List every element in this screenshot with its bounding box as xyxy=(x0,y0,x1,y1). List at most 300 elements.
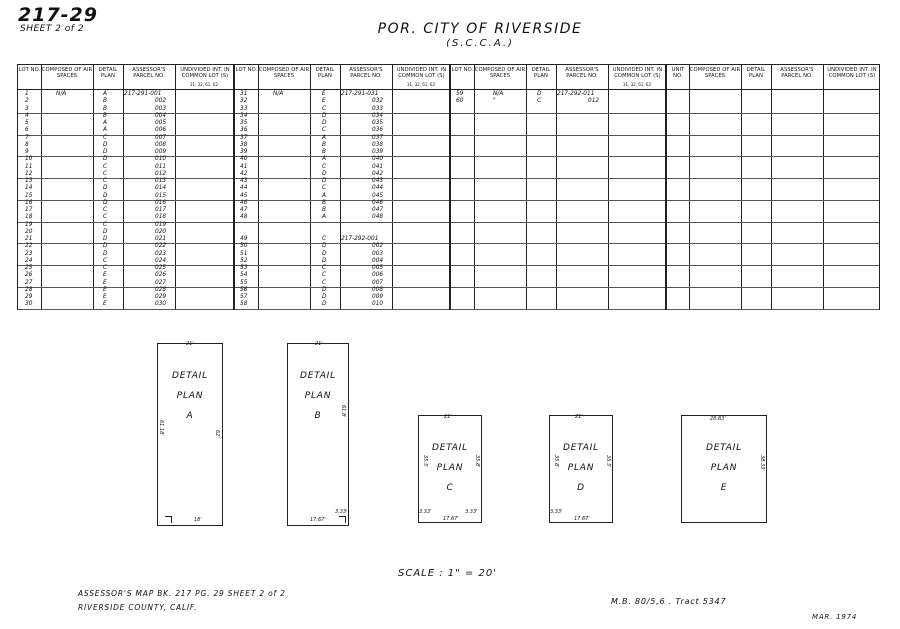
plan-c-corner-dim: 3.33' xyxy=(465,509,478,515)
table-row-rule xyxy=(667,309,879,310)
table-header-cell: DETAIL PLAN xyxy=(746,67,766,79)
detail-plan-value: C xyxy=(103,170,108,177)
table-row-rule xyxy=(451,243,665,244)
detail-plan-label: PLAN xyxy=(710,463,738,473)
parcel-number: 008 xyxy=(372,286,384,293)
plan-a-top-dim: 21' xyxy=(186,341,194,347)
lot-number: 53 xyxy=(240,265,248,271)
detail-plan-value: B xyxy=(103,105,107,112)
lot-number: 6 xyxy=(25,127,29,134)
table-row-rule xyxy=(667,156,879,157)
composed-value: N/A xyxy=(493,91,504,97)
lot-number: 38 xyxy=(240,141,248,148)
table-row-rule xyxy=(235,309,449,310)
plan-b-notch xyxy=(339,516,346,523)
detail-plan-value: E xyxy=(322,91,326,97)
parcel-number: 009 xyxy=(155,149,167,155)
common-lots-note: 31, 32, 61, 62 xyxy=(407,82,435,87)
lot-number: 12 xyxy=(25,170,33,177)
detail-plan-value: B xyxy=(322,141,326,148)
table-row-rule xyxy=(235,156,449,157)
composed-value: N/A xyxy=(273,91,284,97)
detail-plan-value: C xyxy=(322,105,327,112)
detail-plan-value: E xyxy=(322,98,326,105)
parcel-number: 040 xyxy=(372,156,384,163)
detail-plan-value: B xyxy=(103,98,107,105)
table-header-cell: UNDIVIDED INT. IN COMMON LOT (S) xyxy=(396,67,447,79)
detail-plan-label: DETAIL xyxy=(432,443,468,453)
detail-plan-e xyxy=(681,415,767,523)
parcel-number: 033 xyxy=(372,105,384,112)
lot-number: 51 xyxy=(240,250,248,257)
table-row-rule xyxy=(235,135,449,136)
lot-number: 35 xyxy=(240,120,248,126)
plan-c-bottom-dim: 17.67' xyxy=(443,516,459,522)
table-row-rule xyxy=(18,178,233,179)
table-column-line xyxy=(823,65,824,309)
table-column-line xyxy=(123,65,124,309)
detail-plan-d xyxy=(549,415,613,523)
lot-number: 47 xyxy=(240,207,248,213)
parcel-number: 026 xyxy=(155,272,167,279)
lot-number: 16 xyxy=(25,199,33,206)
lot-number: 17 xyxy=(25,207,33,213)
detail-plan-value: E xyxy=(103,294,107,300)
lot-number: 40 xyxy=(240,156,248,163)
parcel-number: 023 xyxy=(155,250,167,257)
detail-plan-value: C xyxy=(322,265,327,271)
detail-plan-letter: B xyxy=(314,411,322,421)
county-label: RIVERSIDE COUNTY, CALIF. xyxy=(78,603,198,612)
lot-number: 18 xyxy=(25,214,33,221)
plan-a-bottom-dim: 18' xyxy=(194,517,202,523)
detail-plan-value: C xyxy=(322,185,327,192)
parcel-number: 217-291-031 xyxy=(341,91,379,97)
detail-plan-value: A xyxy=(322,134,326,141)
parcel-number: 045 xyxy=(372,192,384,199)
detail-plan-value: A xyxy=(322,192,326,199)
plan-b-bottom-dim: 17.67' xyxy=(310,517,326,523)
lot-number: 24 xyxy=(25,257,33,264)
detail-plan-value: E xyxy=(103,279,107,286)
plan-d-right-dim: 35.5' xyxy=(605,455,611,468)
page-title: POR. CITY OF RIVERSIDE xyxy=(377,21,583,37)
detail-plan-label: PLAN xyxy=(436,463,464,473)
plan-a-notch xyxy=(165,516,172,523)
parcel-number: 014 xyxy=(155,185,167,192)
common-lots-note: 31, 32, 61, 62 xyxy=(190,82,218,87)
table-row-rule xyxy=(667,243,879,244)
composed-value: " xyxy=(493,98,496,105)
parcel-number: 017 xyxy=(155,207,167,213)
detail-plan-value: D xyxy=(103,185,108,192)
table-header-cell: ASSESSOR'S PARCEL NO. xyxy=(349,67,383,79)
detail-plan-value: D xyxy=(322,294,327,300)
lot-number: 15 xyxy=(25,192,33,199)
detail-plan-value: B xyxy=(322,149,326,155)
parcel-number: 022 xyxy=(155,243,167,250)
plan-d-left-dim: 35.8' xyxy=(553,455,559,468)
detail-plan-value: D xyxy=(322,257,327,264)
detail-plan-value: A xyxy=(322,156,326,163)
table-header-cell: DETAIL PLAN xyxy=(315,67,335,79)
parcel-number: 003 xyxy=(155,105,167,112)
table-header-cell: DETAIL PLAN xyxy=(98,67,118,79)
table-row-rule xyxy=(667,200,879,201)
tract-ref: M.B. 80/5,6 . Tract 5347 xyxy=(611,597,727,606)
parcel-number: 006 xyxy=(155,127,167,134)
lot-number: 25 xyxy=(25,265,33,271)
plan-e-top-dim: 28.83' xyxy=(710,416,726,422)
lot-number: 48 xyxy=(240,214,248,221)
lot-number: 33 xyxy=(240,105,248,112)
plan-c-top-dim: 21' xyxy=(444,414,452,420)
parcel-number: 018 xyxy=(155,214,167,221)
detail-plan-label: DETAIL xyxy=(300,371,336,381)
table-row-rule xyxy=(667,222,879,223)
lot-number: 19 xyxy=(25,221,33,228)
detail-plan-value: A xyxy=(103,120,107,126)
lot-number: 13 xyxy=(25,178,33,184)
detail-plan-label: PLAN xyxy=(567,463,595,473)
lot-number: 23 xyxy=(25,250,33,257)
table-header-cell: COMPOSED OF AIR SPACES xyxy=(41,67,93,79)
detail-plan-value: C xyxy=(103,221,108,228)
plan-a-left-dim: 61.18' xyxy=(158,420,164,436)
parcel-number: 003 xyxy=(372,250,384,257)
table-row-rule xyxy=(667,113,879,114)
map-number: 217-29 xyxy=(18,4,98,26)
table-row-rule xyxy=(18,309,233,310)
table-header-cell: UNDIVIDED INT. IN COMMON LOT (S) xyxy=(612,67,663,79)
parcel-number: 016 xyxy=(155,199,167,206)
table-row-rule xyxy=(451,156,665,157)
detail-plan-value: E xyxy=(103,272,107,279)
detail-plan-value: D xyxy=(322,120,327,126)
parcel-number: 008 xyxy=(155,141,167,148)
detail-plan-b xyxy=(287,343,349,526)
lot-number: 34 xyxy=(240,112,248,119)
detail-plan-value: D xyxy=(322,301,327,308)
table-row-rule xyxy=(235,265,449,266)
lot-number: 2 xyxy=(25,98,29,105)
unit-table-block xyxy=(666,64,880,310)
lot-number: 29 xyxy=(25,294,33,300)
lot-table-block-1 xyxy=(17,64,234,310)
plan-b-top-dim: 21' xyxy=(315,341,323,347)
plan-d-bottom-left-dim: 3.33' xyxy=(550,509,563,515)
lot-number: 52 xyxy=(240,257,248,264)
page-subtitle: (S.C.C.A.) xyxy=(446,38,514,49)
detail-plan-letter: C xyxy=(446,483,454,493)
parcel-number: 002 xyxy=(372,243,384,250)
table-row-rule xyxy=(451,287,665,288)
parcel-number: 044 xyxy=(372,185,384,192)
lot-number: 10 xyxy=(25,156,33,163)
table-row-rule xyxy=(451,265,665,266)
detail-plan-c xyxy=(418,415,482,523)
table-column-line xyxy=(771,65,772,309)
table-header-cell: ASSESSOR'S PARCEL NO. xyxy=(565,67,599,79)
detail-plan-value: C xyxy=(103,134,108,141)
table-column-line xyxy=(41,65,42,309)
table-header-cell: COMPOSED OF AIR SPACES xyxy=(258,67,310,79)
detail-plan-value: E xyxy=(103,286,107,293)
parcel-number: 007 xyxy=(372,279,384,286)
plan-c-right-dim: 35.8' xyxy=(474,455,480,468)
table-row-rule xyxy=(667,178,879,179)
parcel-number: 042 xyxy=(372,170,384,177)
parcel-number: 217-292-011 xyxy=(557,91,595,97)
lot-number: 11 xyxy=(25,163,33,170)
detail-plan-value: D xyxy=(103,236,108,242)
table-column-line xyxy=(556,65,557,309)
detail-plan-value: D xyxy=(103,199,108,206)
detail-plan-value: D xyxy=(103,243,108,250)
lot-number: 4 xyxy=(25,112,29,119)
detail-plan-value: D xyxy=(322,250,327,257)
table-header-cell: COMPOSED OF AIR SPACES xyxy=(474,67,526,79)
detail-plan-label: DETAIL xyxy=(563,443,599,453)
parcel-number: 007 xyxy=(155,134,167,141)
detail-plan-label: PLAN xyxy=(304,391,332,401)
parcel-number: 019 xyxy=(155,221,167,228)
parcel-number: 041 xyxy=(372,163,384,170)
lot-number: 28 xyxy=(25,286,33,293)
parcel-number: 034 xyxy=(372,112,384,119)
parcel-number: 030 xyxy=(155,301,167,308)
lot-table-block-2 xyxy=(234,64,450,310)
parcel-number: 027 xyxy=(155,279,167,286)
table-row-rule xyxy=(235,287,449,288)
detail-plan-value: B xyxy=(322,199,326,206)
lot-number: 5 xyxy=(25,120,29,126)
lot-number: 56 xyxy=(240,286,248,293)
table-row-rule xyxy=(18,135,233,136)
detail-plan-value: C xyxy=(103,178,108,184)
table-row-rule xyxy=(18,222,233,223)
lot-number: 54 xyxy=(240,272,248,279)
detail-plan-label: DETAIL xyxy=(706,443,742,453)
detail-plan-value: C xyxy=(103,214,108,221)
table-row-rule xyxy=(451,178,665,179)
detail-plan-value: E xyxy=(103,301,107,308)
detail-plan-value: D xyxy=(322,178,327,184)
lot-number: 30 xyxy=(25,301,33,308)
parcel-number: 029 xyxy=(155,294,167,300)
lot-number: 49 xyxy=(240,236,248,242)
lot-number: 27 xyxy=(25,279,33,286)
plan-c-left-dim: 35.5' xyxy=(422,455,428,468)
parcel-number: 011 xyxy=(155,163,167,170)
detail-plan-label: DETAIL xyxy=(172,371,208,381)
lot-number: 43 xyxy=(240,178,248,184)
table-row-rule xyxy=(18,200,233,201)
parcel-number: 020 xyxy=(155,228,167,235)
plan-c-bottom-left-dim: 3.33' xyxy=(419,509,432,515)
detail-plan-value: C xyxy=(322,279,327,286)
detail-plan-value: C xyxy=(322,236,327,242)
detail-plan-value: C xyxy=(537,98,542,105)
detail-plan-value: C xyxy=(103,265,108,271)
parcel-number: 035 xyxy=(372,120,384,126)
composed-value: N/A xyxy=(56,91,67,97)
table-header-cell: ASSESSOR'S PARCEL NO. xyxy=(132,67,166,79)
parcel-number: 004 xyxy=(155,112,167,119)
detail-plan-value: D xyxy=(103,156,108,163)
plan-e-right-dim: 38.33' xyxy=(759,455,765,471)
table-row-rule xyxy=(18,287,233,288)
table-row-rule xyxy=(451,200,665,201)
table-row-rule xyxy=(667,265,879,266)
parcel-number: 024 xyxy=(155,257,167,264)
lot-table-block-3 xyxy=(450,64,666,310)
detail-plan-label: PLAN xyxy=(176,391,204,401)
detail-plan-value: D xyxy=(322,170,327,177)
parcel-number: 039 xyxy=(372,149,384,155)
table-row-rule xyxy=(18,113,233,114)
table-row-rule xyxy=(451,309,665,310)
table-header-cell: LOT NO. xyxy=(451,67,474,73)
table-row-rule xyxy=(667,135,879,136)
table-column-line xyxy=(340,65,341,309)
table-column-line xyxy=(689,65,690,309)
parcel-number: 048 xyxy=(372,214,384,221)
lot-number: 7 xyxy=(25,134,29,141)
lot-number: 46 xyxy=(240,199,248,206)
lot-number: 22 xyxy=(25,243,33,250)
parcel-number: 012 xyxy=(155,170,167,177)
table-column-line xyxy=(258,65,259,309)
common-lots-note: 31, 32, 61, 62 xyxy=(623,82,651,87)
detail-plan-value: D xyxy=(322,286,327,293)
plan-a-right-dim: 62' xyxy=(214,430,220,438)
detail-plan-letter: E xyxy=(720,483,728,493)
detail-plan-value: C xyxy=(322,127,327,134)
lot-number: 21 xyxy=(25,236,33,242)
table-column-line xyxy=(474,65,475,309)
table-row-rule xyxy=(235,178,449,179)
parcel-number: 043 xyxy=(372,178,384,184)
parcel-number: 028 xyxy=(155,286,167,293)
lot-number: 59 xyxy=(456,91,464,97)
parcel-number: 021 xyxy=(155,236,167,242)
lot-number: 26 xyxy=(25,272,33,279)
parcel-number: 217-292-001 xyxy=(341,236,379,242)
lot-number: 60 xyxy=(456,98,464,105)
table-row-rule xyxy=(451,222,665,223)
lot-number: 8 xyxy=(25,141,29,148)
parcel-number: 032 xyxy=(372,98,384,105)
detail-plan-value: A xyxy=(103,91,107,97)
detail-plan-value: A xyxy=(103,127,107,134)
detail-plan-value: A xyxy=(322,214,326,221)
table-row-rule xyxy=(235,243,449,244)
parcel-number: 006 xyxy=(372,272,384,279)
table-header-cell: UNDIVIDED INT. IN COMMON LOT (S) xyxy=(180,67,230,79)
lot-number: 20 xyxy=(25,228,33,235)
plan-d-bottom-dim: 17.67' xyxy=(574,516,590,522)
detail-plan-letter: A xyxy=(186,411,194,421)
table-column-line xyxy=(526,65,527,309)
lot-number: 55 xyxy=(240,279,248,286)
table-column-line xyxy=(310,65,311,309)
detail-plan-value: D xyxy=(322,112,327,119)
table-row-rule xyxy=(235,222,449,223)
lot-number: 39 xyxy=(240,149,248,155)
parcel-number: 009 xyxy=(372,294,384,300)
detail-plan-value: B xyxy=(322,207,326,213)
parcel-number: 025 xyxy=(155,265,167,271)
table-row-rule xyxy=(235,200,449,201)
detail-plan-value: D xyxy=(103,250,108,257)
assessor-map-ref: ASSESSOR'S MAP BK. 217 PG. 29 SHEET 2 of 2 xyxy=(78,589,286,598)
lot-number: 3 xyxy=(25,105,29,112)
detail-plan-value: D xyxy=(103,149,108,155)
parcel-number: 005 xyxy=(155,120,167,126)
table-header-cell: COMPOSED OF AIR SPACES xyxy=(689,67,741,79)
parcel-number: 010 xyxy=(155,156,167,163)
parcel-number: 038 xyxy=(372,141,384,148)
parcel-number: 047 xyxy=(372,207,384,213)
lot-number: 58 xyxy=(240,301,248,308)
lot-number: 57 xyxy=(240,294,248,300)
parcel-number: 037 xyxy=(372,134,384,141)
detail-plan-value: D xyxy=(537,91,542,97)
table-column-line xyxy=(608,65,609,309)
table-column-line xyxy=(392,65,393,309)
parcel-number: 046 xyxy=(372,199,384,206)
parcel-number: 217-291-001 xyxy=(124,91,162,97)
lot-number: 41 xyxy=(240,163,248,170)
table-row-rule xyxy=(235,113,449,114)
detail-plan-value: D xyxy=(103,192,108,199)
parcel-number: 015 xyxy=(155,192,167,199)
detail-plan-value: C xyxy=(103,207,108,213)
table-row-rule xyxy=(667,287,879,288)
lot-number: 50 xyxy=(240,243,248,250)
table-header-cell: UNDIVIDED INT. IN COMMON LOT (S) xyxy=(827,67,877,79)
parcel-number: 012 xyxy=(588,98,600,105)
plan-b-corner-dim: 3.33' xyxy=(335,509,348,515)
detail-plan-value: D xyxy=(103,141,108,148)
detail-plan-letter: D xyxy=(577,483,585,493)
lot-number: 32 xyxy=(240,98,248,105)
table-row-rule xyxy=(18,156,233,157)
table-header-cell: UNIT NO. xyxy=(671,67,685,79)
table-row-rule xyxy=(18,243,233,244)
lot-number: 37 xyxy=(240,134,248,141)
table-header-cell: ASSESSOR'S PARCEL NO. xyxy=(780,67,814,79)
parcel-number: 010 xyxy=(372,301,384,308)
detail-plan-value: C xyxy=(322,163,327,170)
detail-plan-value: C xyxy=(103,257,108,264)
table-column-line xyxy=(175,65,176,309)
detail-plan-value: B xyxy=(103,112,107,119)
parcel-number: 002 xyxy=(155,98,167,105)
table-row-rule xyxy=(18,265,233,266)
lot-number: 14 xyxy=(25,185,33,192)
lot-number: 1 xyxy=(25,91,29,97)
plan-b-right-dim: 61.8' xyxy=(340,405,346,418)
lot-number: 36 xyxy=(240,127,248,134)
sheet-label: SHEET 2 of 2 xyxy=(20,24,85,34)
lot-number: 9 xyxy=(25,149,29,155)
lot-number: 31 xyxy=(240,91,248,97)
detail-plan-value: C xyxy=(103,163,108,170)
date-stamp: MAR. 1974 xyxy=(812,613,858,621)
parcel-number: 036 xyxy=(372,127,384,134)
